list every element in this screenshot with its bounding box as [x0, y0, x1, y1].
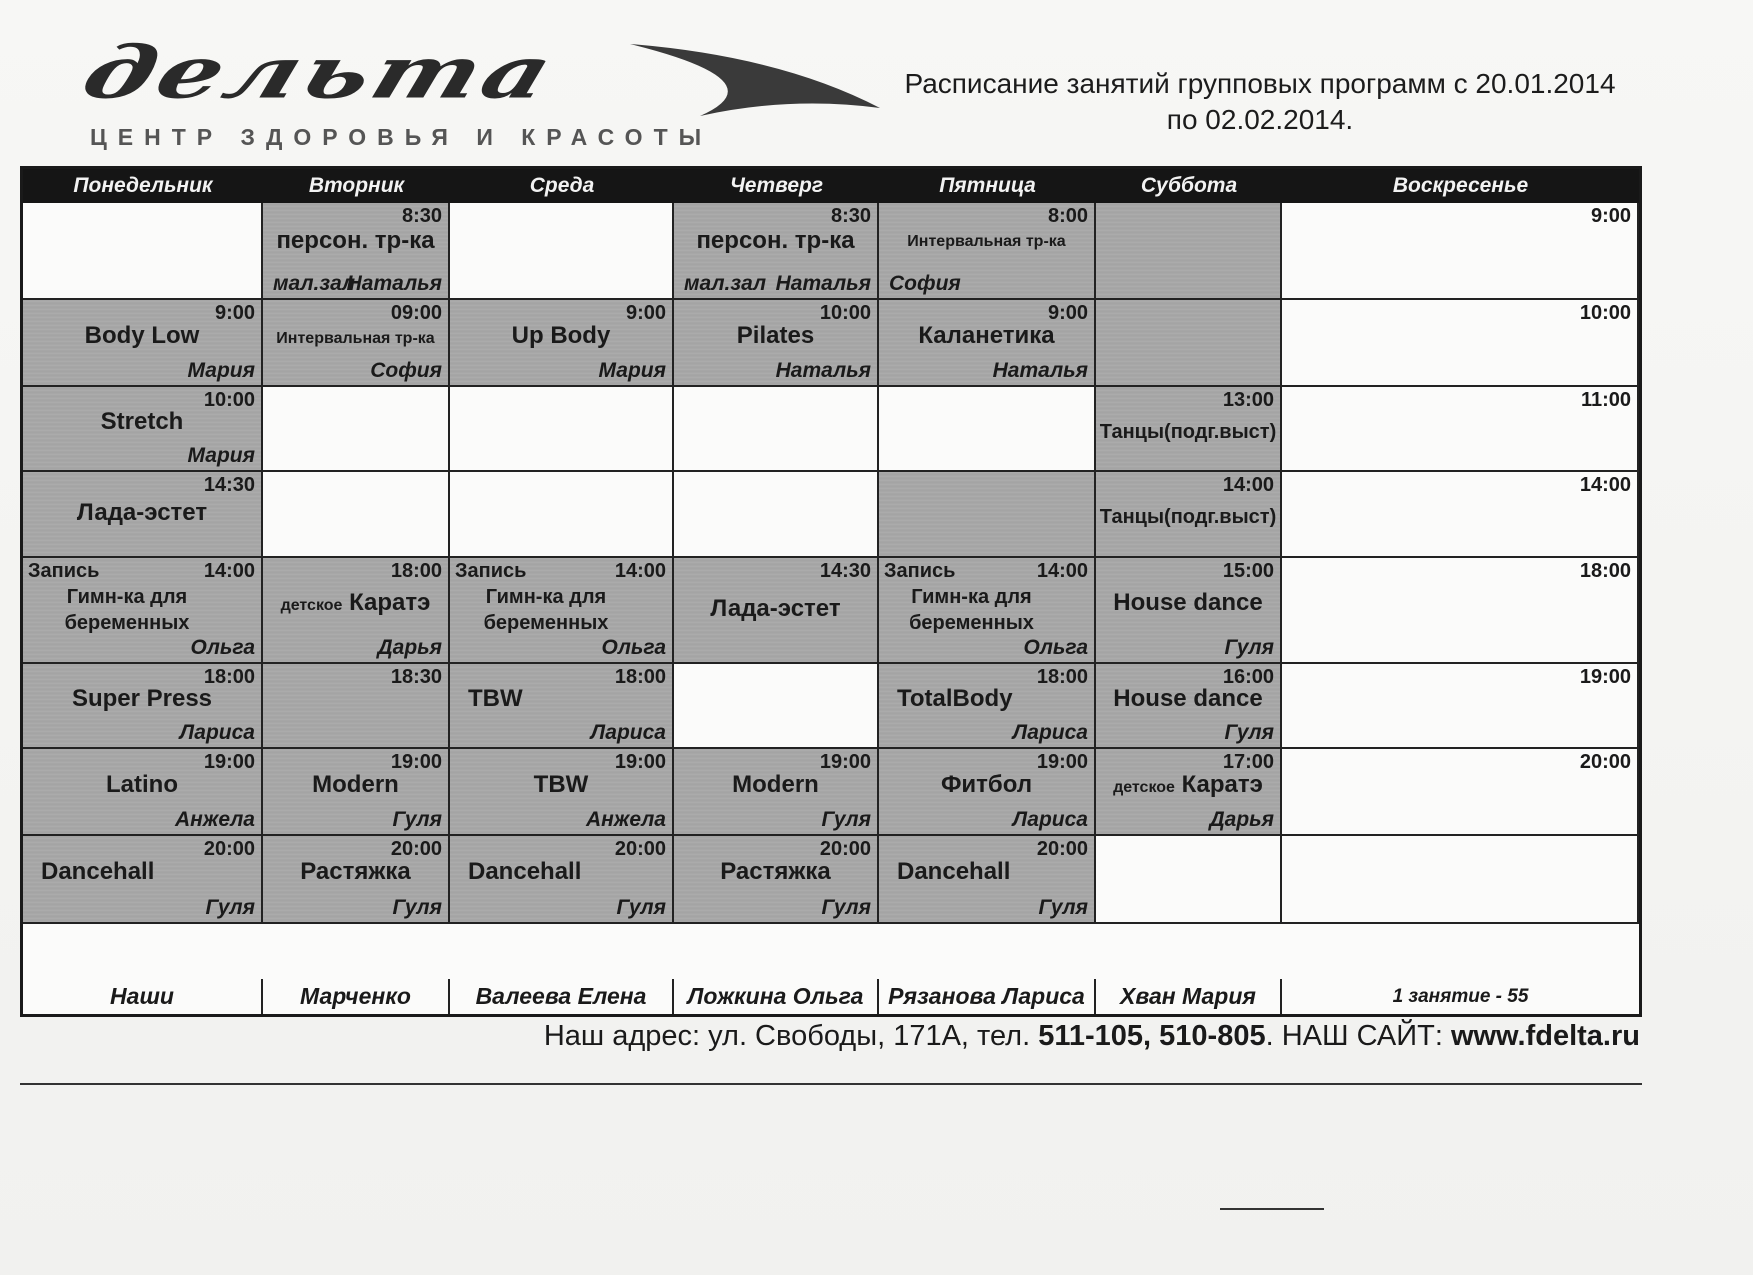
schedule-cell — [450, 664, 674, 749]
coach-name: Гуля — [616, 896, 666, 919]
schedule-cell — [674, 836, 879, 924]
class-name: Растяжка — [720, 858, 831, 885]
class-title — [263, 771, 448, 799]
coach-name: Анжела — [175, 808, 255, 831]
footer-cell: Валеева Елена — [450, 979, 674, 1014]
schedule-cell — [23, 387, 263, 472]
coach-name: Наталья — [775, 359, 871, 382]
class-title — [1096, 506, 1280, 529]
class-time: 8:30 — [830, 205, 871, 227]
schedule-cell — [1282, 836, 1639, 924]
address-text: Наш адрес: ул. Свободы, 171А, тел. — [543, 1020, 1039, 1052]
coach-name: Мария — [598, 359, 666, 382]
schedule-cell — [674, 387, 879, 472]
class-time: 13:00 — [1222, 389, 1274, 411]
site-prefix: . НАШ САЙТ: — [1265, 1020, 1451, 1052]
coach-name: Лариса — [179, 721, 255, 744]
class-name: Интервальная тр-ка — [907, 233, 1066, 250]
class-name: персон. тр-ка — [276, 227, 435, 254]
schedule-cell — [1096, 472, 1282, 558]
class-name: Body Low — [84, 322, 200, 349]
class-time: 14:00 — [614, 560, 666, 582]
class-time: 14:30 — [819, 560, 871, 582]
schedule-cell — [674, 664, 879, 749]
schedule-cell — [1282, 387, 1639, 472]
day-header: Четверг — [674, 169, 879, 203]
class-title — [468, 685, 672, 713]
logo-tagline: ЦЕНТР ЗДОРОВЬЯ И КРАСОТЫ — [90, 124, 713, 150]
logo-wordmark: дельта — [72, 30, 567, 115]
class-title — [1096, 685, 1280, 713]
delta-logo — [72, 30, 870, 154]
class-time: 18:30 — [390, 666, 442, 688]
class-time: 8:00 — [1047, 205, 1088, 227]
class-time: 18:00 — [1579, 560, 1631, 582]
schedule-cell — [263, 472, 450, 558]
coach-name: Лариса — [1012, 721, 1088, 744]
title-line-2: по 02.02.2014. — [1166, 104, 1354, 135]
class-name: Лада-эстет — [76, 499, 208, 526]
schedule-cell — [450, 472, 674, 558]
class-title — [674, 322, 877, 350]
coach-name: Наталья — [992, 359, 1088, 382]
footer-cell: 1 занятие - 55 — [1392, 986, 1529, 1007]
address-line — [520, 1020, 1640, 1053]
class-title — [674, 771, 877, 799]
class-time: 19:00 — [203, 751, 255, 773]
schedule-cell — [674, 203, 879, 300]
class-time: 15:00 — [1222, 560, 1274, 582]
class-name: Гимн-ка для беременных — [64, 586, 190, 634]
day-header: Среда — [450, 169, 674, 203]
coach-name: Лариса — [590, 721, 666, 744]
class-title — [1096, 421, 1280, 444]
schedule-cell — [879, 300, 1096, 387]
class-time: 18:00 — [1036, 666, 1088, 688]
class-name: Танцы(подг.выст) — [1099, 506, 1277, 528]
schedule-cell — [1282, 558, 1639, 664]
coach-name: Гуля — [205, 896, 255, 919]
class-name: Гимн-ка для беременных — [483, 586, 609, 634]
schedule-cell — [263, 387, 450, 472]
class-time: 20:00 — [819, 838, 871, 860]
class-title — [263, 330, 448, 348]
class-name: Modern — [732, 771, 819, 798]
class-name: Танцы(подг.выст) — [1099, 421, 1277, 443]
class-name: Фитбол — [940, 771, 1033, 798]
schedule-cell — [1282, 664, 1639, 749]
day-header: Воскресенье — [1282, 169, 1639, 203]
coach-name: Гуля — [821, 808, 871, 831]
class-title — [468, 858, 672, 886]
class-title — [450, 584, 642, 636]
title-line-1: Расписание занятий групповых программ с 20.01.2014 — [904, 68, 1616, 99]
class-time: 14:00 — [1579, 474, 1631, 496]
schedule-cell — [1096, 664, 1282, 749]
footer-cell: Хван Мария — [1096, 979, 1282, 1014]
schedule-cell — [23, 203, 263, 300]
day-header: Пятница — [879, 169, 1096, 203]
schedule-cell — [1096, 749, 1282, 836]
class-time: 9:00 — [1047, 302, 1088, 324]
class-name: Pilates — [736, 322, 815, 349]
class-name: персон. тр-ка — [696, 227, 855, 254]
schedule-cell — [1096, 387, 1282, 472]
class-time: 10:00 — [819, 302, 871, 324]
footer-cell: Наши — [23, 979, 263, 1014]
class-title — [450, 322, 672, 350]
schedule-cell — [674, 749, 879, 836]
schedule-cell — [1282, 300, 1639, 387]
coach-name: Наталья — [346, 272, 442, 295]
schedule-cell — [1096, 836, 1282, 924]
class-time: 17:00 — [1222, 751, 1274, 773]
class-name: Modern — [312, 771, 399, 798]
class-time: 8:30 — [401, 205, 442, 227]
schedule-cell — [263, 203, 450, 300]
class-time: 18:00 — [390, 560, 442, 582]
class-time: 18:00 — [203, 666, 255, 688]
schedule-cell — [1282, 203, 1639, 300]
class-prefix: детское — [280, 597, 343, 614]
coach-name: Ольга — [190, 636, 255, 659]
coach-name: Ольга — [1023, 636, 1088, 659]
class-name: TBW — [533, 771, 589, 798]
schedule-cell — [263, 558, 450, 664]
class-time: 09:00 — [390, 302, 442, 324]
schedule-cell — [674, 472, 879, 558]
class-time: 19:00 — [1579, 666, 1631, 688]
class-title — [674, 595, 877, 623]
schedule-cell — [23, 558, 263, 664]
hall-name: мал.зал — [273, 272, 356, 295]
class-time: 14:00 — [1222, 474, 1274, 496]
class-title — [897, 685, 1094, 713]
schedule-cell — [450, 558, 674, 664]
class-title — [263, 227, 448, 255]
page-title — [880, 66, 1640, 138]
class-name: Лада-эстет — [710, 595, 841, 622]
class-title — [879, 771, 1094, 799]
day-header: Понедельник — [23, 169, 263, 203]
class-title — [450, 771, 672, 799]
class-time: 14:30 — [203, 474, 255, 496]
coach-name: Лариса — [1012, 808, 1088, 831]
class-name: House dance — [1113, 685, 1263, 712]
class-title — [23, 322, 261, 350]
class-title — [263, 858, 448, 886]
day-header: Вторник — [263, 169, 450, 203]
coach-name: Дарья — [1209, 808, 1274, 831]
class-title — [23, 584, 231, 636]
divider-line — [20, 1083, 1642, 1085]
footer-row — [23, 979, 1639, 1014]
schedule-cell — [450, 203, 674, 300]
class-name: Super Press — [71, 685, 213, 712]
schedule-cell — [450, 836, 674, 924]
coach-name: Наталья — [775, 272, 871, 295]
coach-name: Гуля — [1224, 636, 1274, 659]
coach-name: Мария — [187, 359, 255, 382]
class-time: 10:00 — [203, 389, 255, 411]
schedule-cell — [23, 664, 263, 749]
signup-note: Запись — [884, 560, 956, 582]
class-name: Каланетика — [918, 322, 1055, 349]
class-title — [23, 499, 261, 527]
class-title — [674, 858, 877, 886]
class-title — [23, 685, 261, 713]
class-name: Latino — [106, 771, 178, 798]
schedule-cell — [23, 836, 263, 924]
class-time: 16:00 — [1222, 666, 1274, 688]
class-title — [263, 589, 448, 617]
class-time: 11:00 — [1580, 389, 1631, 411]
coach-name: Дарья — [377, 636, 442, 659]
coach-name: София — [370, 359, 442, 382]
coach-name: Ольга — [601, 636, 666, 659]
hall-name: София — [889, 272, 961, 295]
schedule-cell — [1096, 300, 1282, 387]
schedule-cell — [263, 749, 450, 836]
schedule-cell — [1096, 558, 1282, 664]
class-title — [1096, 771, 1280, 799]
phones: 511-105, 510-805 — [1038, 1020, 1266, 1052]
class-name: Каратэ — [1181, 771, 1263, 798]
footer-cell: Ложкина Ольга — [674, 979, 879, 1014]
class-name: Dancehall — [41, 858, 155, 885]
schedule-cell — [1282, 749, 1639, 836]
class-time: 9:00 — [214, 302, 255, 324]
class-name: Up Body — [511, 322, 611, 349]
class-name: Dancehall — [897, 858, 1011, 885]
schedule-table — [20, 166, 1642, 1017]
class-title — [41, 858, 261, 886]
class-title — [23, 408, 261, 436]
class-time: 20:00 — [1036, 838, 1088, 860]
schedule-cell — [263, 300, 450, 387]
class-title — [674, 227, 877, 255]
class-name: Dancehall — [468, 858, 582, 885]
schedule-cell — [879, 558, 1096, 664]
coach-name: Гуля — [1038, 896, 1088, 919]
site-link[interactable]: www.fdelta.ru — [1450, 1020, 1640, 1052]
class-name: Каратэ — [349, 589, 431, 616]
schedule-cell — [450, 749, 674, 836]
class-title — [23, 771, 261, 799]
coach-name: Гуля — [1224, 721, 1274, 744]
schedule-cell — [1096, 203, 1282, 300]
class-title — [879, 233, 1094, 251]
class-title — [1096, 589, 1280, 617]
class-time: 20:00 — [203, 838, 255, 860]
signup-note: Запись — [28, 560, 100, 582]
schedule-cell — [23, 300, 263, 387]
hall-name: мал.зал — [684, 272, 767, 295]
class-time: 19:00 — [1036, 751, 1088, 773]
footer-cell: Рязанова Лариса — [879, 979, 1096, 1014]
coach-name: Гуля — [392, 896, 442, 919]
class-time: 18:00 — [614, 666, 666, 688]
signature-line — [1220, 1208, 1324, 1210]
class-prefix: детское — [1113, 779, 1175, 796]
schedule-cell — [263, 664, 450, 749]
class-title — [879, 322, 1094, 350]
class-time: 19:00 — [819, 751, 871, 773]
day-header: Суббота — [1096, 169, 1282, 203]
class-time: 19:00 — [614, 751, 666, 773]
schedule-cell — [23, 749, 263, 836]
class-name: House dance — [1113, 589, 1263, 616]
coach-name: Анжела — [586, 808, 666, 831]
class-name: TotalBody — [897, 685, 1013, 712]
coach-name: Гуля — [821, 896, 871, 919]
signup-note: Запись — [455, 560, 527, 582]
class-name: Гимн-ка для беременных — [909, 586, 1034, 634]
class-time: 14:00 — [203, 560, 255, 582]
class-time: 10:00 — [1579, 302, 1631, 324]
schedule-cell — [879, 472, 1096, 558]
class-name: Интервальная тр-ка — [276, 330, 435, 347]
class-time: 20:00 — [390, 838, 442, 860]
schedule-cell — [23, 472, 263, 558]
schedule-cell — [263, 836, 450, 924]
class-time: 14:00 — [1036, 560, 1088, 582]
class-name: Растяжка — [300, 858, 411, 885]
class-time: 19:00 — [390, 751, 442, 773]
schedule-cell — [879, 203, 1096, 300]
schedule-cell — [674, 558, 879, 664]
schedule-cell — [450, 300, 674, 387]
coach-name: Гуля — [392, 808, 442, 831]
class-title — [897, 858, 1094, 886]
class-name: TBW — [468, 685, 523, 712]
schedule-cell — [450, 387, 674, 472]
class-name: Stretch — [100, 408, 184, 435]
schedule-cell — [1282, 472, 1639, 558]
coach-name: Мария — [187, 444, 255, 467]
class-time: 20:00 — [614, 838, 666, 860]
class-time: 9:00 — [625, 302, 666, 324]
schedule-cell — [879, 836, 1096, 924]
schedule-cell — [879, 387, 1096, 472]
schedule-cell — [879, 664, 1096, 749]
class-time: 9:00 — [1590, 205, 1631, 227]
footer-cell: Марченко — [263, 979, 450, 1014]
schedule-cell — [674, 300, 879, 387]
class-time: 20:00 — [1579, 751, 1631, 773]
class-title — [879, 584, 1064, 636]
schedule-cell — [879, 749, 1096, 836]
